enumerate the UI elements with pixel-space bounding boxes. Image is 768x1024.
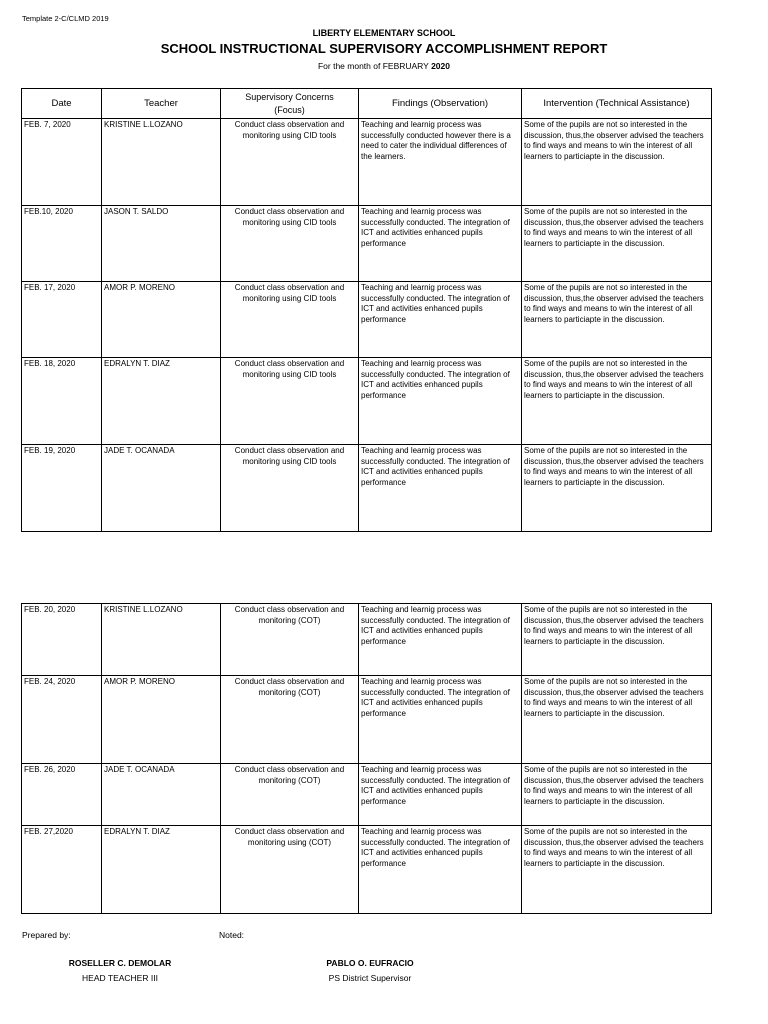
report-table-1 [21, 88, 712, 532]
template-code: Template 2-C/CLMD 2019 [22, 14, 109, 23]
cell-intervention: Some of the pupils are not so interested in the discussion, thus,the observer advised the teachers to find ways and means to win the interest of all learners to particiapte in the discussion. [522, 358, 712, 445]
cell-intervention: Some of the pupils are not so interested in the discussion, thus,the observer advised the teachers to find ways and means to win the interest of all learners to particiapte in the discussion. [522, 676, 712, 764]
column-header-teacher: Teacher [102, 89, 221, 119]
cell-findings: Teaching and learnig process was successfully conducted. The integration of ICT and activities enhanced pupils performance [359, 826, 522, 914]
cell-concern: Conduct class observation and monitoring (COT) [221, 604, 359, 676]
cell-findings: Teaching and learnig process was successfully conducted. The integration of ICT and activities enhanced pupils performance [359, 358, 522, 445]
cell-intervention: Some of the pupils are not so interested in the discussion, thus,the observer advised the teachers to find ways and means to win the interest of all learners to particiapte in the discussion. [522, 119, 712, 206]
cell-findings: Teaching and learnig process was successfully conducted. The integration of ICT and activities enhanced pupils performance [359, 206, 522, 282]
cell-concern: Conduct class observation and monitoring using CID tools [221, 206, 359, 282]
cell-date: FEB. 24, 2020 [22, 676, 102, 764]
cell-findings: Teaching and learnig process was successfully conducted. The integration of ICT and activities enhanced pupils performance [359, 676, 522, 764]
month-label: For the month of FEBRUARY [317, 61, 429, 71]
cell-concern: Conduct class observation and monitoring using CID tools [221, 358, 359, 445]
report-table-2 [21, 603, 712, 914]
prepared-by-label: Prepared by: [22, 930, 71, 940]
table-row [22, 206, 712, 282]
cell-concern: Conduct class observation and monitoring (COT) [221, 764, 359, 826]
cell-intervention: Some of the pupils are not so interested in the discussion, thus,the observer advised the teachers to find ways and means to win the interest of all learners to particiapte in the discussion. [522, 826, 712, 914]
cell-teacher: AMOR P. MORENO [102, 282, 221, 358]
noted-label: Noted: [219, 930, 245, 940]
cell-concern: Conduct class observation and monitoring using CID tools [221, 445, 359, 532]
table-row [22, 358, 712, 445]
cell-findings: Teaching and learnig process was successfully conducted. The integration of ICT and activities enhanced pupils performance [359, 604, 522, 676]
cell-date: FEB. 26, 2020 [22, 764, 102, 826]
column-header-findings: Findings (Observation) [359, 89, 522, 119]
cell-teacher: KRISTINE L.LOZANO [102, 119, 221, 206]
table-row [22, 676, 712, 764]
cell-date: FEB. 20, 2020 [22, 604, 102, 676]
cell-concern: Conduct class observation and monitoring using (COT) [221, 826, 359, 914]
cell-teacher: AMOR P. MORENO [102, 676, 221, 764]
cell-concern: Conduct class observation and monitoring (COT) [221, 676, 359, 764]
cell-intervention: Some of the pupils are not so interested in the discussion, thus,the observer advised the teachers to find ways and means to win the interest of all learners to particiapte in the discussion. [522, 282, 712, 358]
cell-teacher: JADE T. OCANADA [102, 445, 221, 532]
table-row [22, 764, 712, 826]
cell-teacher: JADE T. OCANADA [102, 764, 221, 826]
noted-name: PABLO O. EUFRACIO [326, 958, 414, 968]
cell-date: FEB. 18, 2020 [22, 358, 102, 445]
cell-findings: Teaching and learnig process was successfully conducted however there is a need to cater the individual differences of the learners. [359, 119, 522, 206]
cell-intervention: Some of the pupils are not so interested in the discussion, thus,the observer advised the teachers to find ways and means to win the interest of all learners to particiapte in the discussion. [522, 604, 712, 676]
cell-intervention: Some of the pupils are not so interested in the discussion, thus,the observer advised the teachers to find ways and means to win the interest of all learners to particiapte in the discussion. [522, 445, 712, 532]
cell-date: FEB. 7, 2020 [22, 119, 102, 206]
cell-findings: Teaching and learnig process was successfully conducted. The integration of ICT and activities enhanced pupils performance [359, 282, 522, 358]
table-row [22, 282, 712, 358]
school-name: LIBERTY ELEMENTARY SCHOOL [312, 28, 456, 38]
table-row [22, 119, 712, 206]
cell-teacher: KRISTINE L.LOZANO [102, 604, 221, 676]
cell-findings: Teaching and learnig process was successfully conducted. The integration of ICT and activities enhanced pupils performance [359, 764, 522, 826]
report-title: SCHOOL INSTRUCTIONAL SUPERVISORY ACCOMPLISHMENT REPORT [160, 41, 608, 56]
cell-date: FEB. 19, 2020 [22, 445, 102, 532]
report-year: 2020 [431, 61, 450, 71]
cell-date: FEB.10, 2020 [22, 206, 102, 282]
cell-teacher: EDRALYN T. DIAZ [102, 358, 221, 445]
prepared-title: HEAD TEACHER III [82, 973, 158, 983]
concerns-header-line2: (Focus) [274, 104, 305, 115]
column-header-date: Date [22, 89, 102, 119]
cell-findings: Teaching and learnig process was successfully conducted. The integration of ICT and activities enhanced pupils performance [359, 445, 522, 532]
cell-teacher: EDRALYN T. DIAZ [102, 826, 221, 914]
column-header-concerns [221, 89, 359, 119]
cell-date: FEB. 27,2020 [22, 826, 102, 914]
cell-teacher: JASON T. SALDO [102, 206, 221, 282]
table-row [22, 826, 712, 914]
table-row [22, 445, 712, 532]
column-header-intervention: Intervention (Technical Assistance) [522, 89, 712, 119]
table-row [22, 604, 712, 676]
concerns-header-line1: Supervisory Concerns [245, 91, 334, 102]
cell-intervention: Some of the pupils are not so interested in the discussion, thus,the observer advised the teachers to find ways and means to win the interest of all learners to particiapte in the discussion. [522, 206, 712, 282]
cell-intervention: Some of the pupils are not so interested in the discussion, thus,the observer advised the teachers to find ways and means to win the interest of all learners to particiapte in the discussion. [522, 764, 712, 826]
cell-date: FEB. 17, 2020 [22, 282, 102, 358]
cell-concern: Conduct class observation and monitoring using CID tools [221, 119, 359, 206]
cell-concern: Conduct class observation and monitoring using CID tools [221, 282, 359, 358]
noted-title: PS District Supervisor [328, 973, 412, 983]
prepared-name: ROSELLER C. DEMOLAR [68, 958, 172, 968]
report-month [0, 61, 768, 71]
